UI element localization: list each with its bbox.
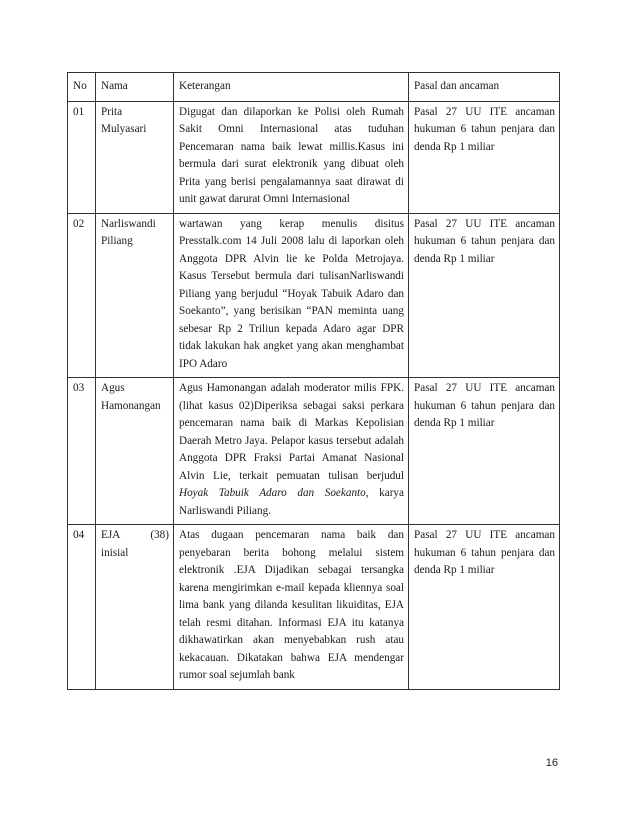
cell-pasal: Pasal 27 UU ITE ancaman hukuman 6 tahun penjara dan denda Rp 1 miliar [409,378,560,525]
cell-nama: Agus Hamonangan [96,378,174,525]
table-row [68,101,560,213]
keterangan-text: Agus Hamonangan adalah moderator milis FPK. (lihat kasus 02)Diperiksa sebagai saksi perkara pencemaran nama baik di Markas Kepolisian Daerah Metro Jaya. Pelapor kasus tersebut adalah Anggota DPR Fraksi Partai Amanat Nasional Alvin Lie, terkait pemuatan tulisan berjudul [179,382,404,482]
table-header-row [68,73,560,102]
cases-table [67,72,560,690]
cell-no: 01 [68,101,96,213]
cell-nama: EJA (38) inisial [96,525,174,690]
cell-pasal: Pasal 27 UU ITE ancaman hukuman 6 tahun penjara dan denda Rp 1 miliar [409,213,560,378]
cell-keterangan: Atas dugaan pencemaran nama baik dan penyebaran berita bohong melalui sistem elektronik .EJA Dijadikan sebagai tersangka karena mengirimkan e-mail kepada kliennya soal lima bank yang dilanda kesulitan likuiditas, EJA telah resmi ditahan. Informasi EJA itu katanya dikhawatirkan akan menyebabkan rush atau kekacauan. Dikatakan bahwa EJA mendengar rumor soal sejumlah bank [174,525,409,690]
cell-nama: Narliswandi Piliang [96,213,174,378]
cell-no: 03 [68,378,96,525]
cell-keterangan: Digugat dan dilaporkan ke Polisi oleh Rumah Sakit Omni Internasional atas tuduhan Pencemaran nama baik lewat millis.Kasus ini bermula dari surat elektronik yang dibuat oleh Prita yang berisi pengalamannya saat dirawat di unit gawat darurat Omni Internasional [174,101,409,213]
cell-no: 02 [68,213,96,378]
header-pasal: Pasal dan ancaman [409,73,560,102]
cell-nama: Prita Mulyasari [96,101,174,213]
table-row [68,213,560,378]
page-number: 16 [545,757,558,769]
cell-keterangan: wartawan yang kerap menulis disitus Presstalk.com 14 Juli 2008 lalu di laporkan oleh Anggota DPR Alvin lie ke Polda Metrojaya. Kasus Tersebut bermula dari tulisanNarliswandi Piliang yang berjudul “Hoyak Tabuik Adaro dan Soekanto”, yang berisikan “PAN meminta uang sebesar Rp 2 Triliun kepada Adaro agar DPR tidak lakukan hak angket yang akan menghambat IPO Adaro [174,213,409,378]
header-keterangan: Keterangan [174,73,409,102]
table-row [68,525,560,690]
header-no: No [68,73,96,102]
cell-pasal: Pasal 27 UU ITE ancaman hukuman 6 tahun penjara dan denda Rp 1 miliar [409,101,560,213]
table-row [68,378,560,525]
cell-pasal: Pasal 27 UU ITE ancaman hukuman 6 tahun penjara dan denda Rp 1 miliar [409,525,560,690]
cell-no: 04 [68,525,96,690]
article-title: Hoyak Tabuik Adaro dan Soekanto, [179,487,369,499]
cell-keterangan [174,378,409,525]
keterangan-text: karya Narliswandi Piliang. [179,487,404,517]
header-nama: Nama [96,73,174,102]
